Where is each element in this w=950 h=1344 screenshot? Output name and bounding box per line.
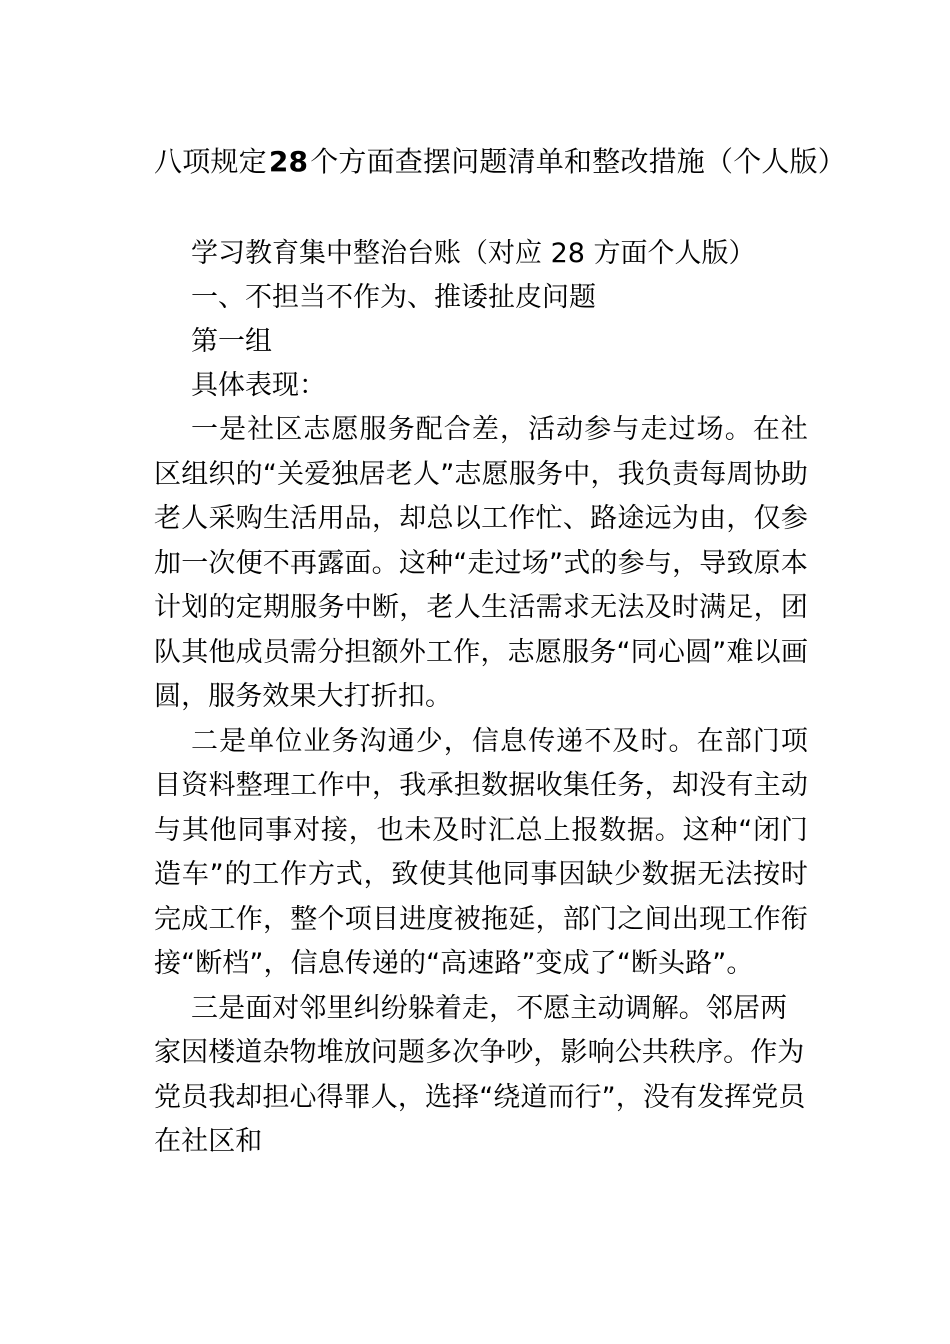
heading-section-one: 一、不担当不作为、推诿扯皮问题	[191, 282, 596, 313]
title-suffix: 个方面查摆问题清单和整改措施（个人版）	[310, 145, 846, 178]
paragraph-item-one: 一是社区志愿服务配合差，活动参与走过场。在社区组织的“关爱独居老人”志愿服务中，我负责每周协助老人采购生活用品，却总以工作忙、路途远为由，仅参加一次便不再露面。这种“走过场”式的参与，导致原本计划的定期服务中断，老人生活需求无法及时满足，团队其他成员需分担额外工作，志愿服务“同心圆”难以画圆，服务效果大打折扣。	[154, 414, 808, 712]
title-spacer	[154, 184, 808, 232]
title-number: 28	[268, 145, 309, 178]
heading-ledger-subtitle: 学习教育集中整治台账（对应 28 方面个人版）	[191, 238, 756, 269]
title-prefix: 八项规定	[154, 145, 267, 178]
paragraph-item-two: 二是单位业务沟通少，信息传递不及时。在部门项目资料整理工作中，我承担数据收集任务，却没有主动与其他同事对接，也未及时汇总上报数据。这种“闭门造车”的工作方式，致使其他同事因缺少数据无法按时完成工作，整个项目进度被拖延，部门之间出现工作衔接“断档”，信息传递的“高速路”变成了“断头路”。	[154, 725, 808, 979]
page-title	[154, 140, 846, 184]
heading-group-one: 第一组	[191, 326, 272, 357]
document-body	[154, 140, 846, 1165]
heading-specific-manifestations: 具体表现：	[191, 370, 326, 401]
paragraph-item-three: 三是面对邻里纠纷躲着走，不愿主动调解。邻居两家因楼道杂物堆放问题多次争吵，影响公共秩序。作为党员我却担心得罪人，选择“绕道而行”，没有发挥党员在社区和	[154, 992, 806, 1157]
